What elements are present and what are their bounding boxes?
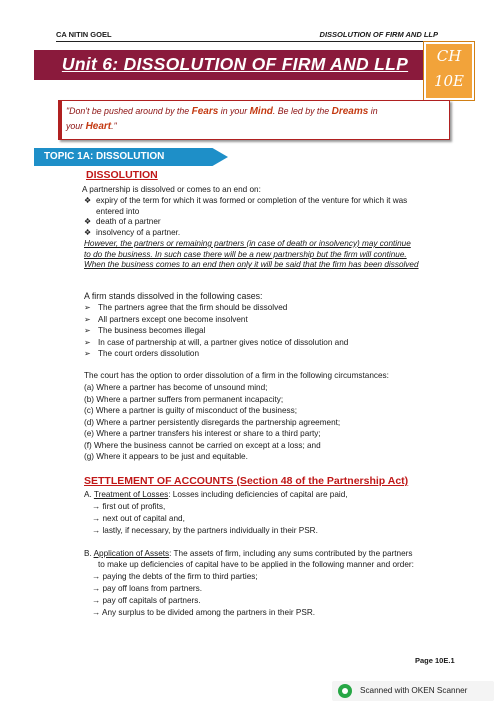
list-item: ❖ insolvency of a partner. <box>84 227 181 237</box>
chapter-badge <box>424 42 474 100</box>
arrow-bullet-icon: ➢ <box>84 326 91 335</box>
right-arrow-icon: → <box>92 596 101 605</box>
arrow-bullet-icon: ➢ <box>84 314 91 324</box>
right-arrow-icon: → <box>92 526 101 535</box>
settlement-b-continued: to make up deficiencies of capital have to be applied in the following manner and order: <box>98 560 414 569</box>
court-intro: The court has the option to order dissolution of a firm in the following circumstances: <box>84 371 389 380</box>
quote-text: "Don't be pushed around by the Fears in your Mind. Be led by the Dreams in your Heart." <box>66 106 378 132</box>
diamond-bullet-icon: ❖ <box>84 227 92 237</box>
list-item: ❖ death of a partner <box>84 217 161 226</box>
dissolution-intro: A partnership is dissolved or comes to an end on: <box>82 185 261 194</box>
chapter-badge-ch: CH <box>436 47 462 65</box>
firm-dissolved-intro: A firm stands dissolved in the following cases: <box>84 291 263 301</box>
list-item: → first out of profits, <box>92 502 166 511</box>
right-arrow-icon: → <box>92 572 101 581</box>
arrow-bullet-icon: ➢ <box>84 337 91 347</box>
settlement-b-list <box>92 572 462 620</box>
arrow-bullet-icon: ➢ <box>84 349 91 358</box>
quote-heart: Heart <box>85 121 112 132</box>
arrow-bullet-icon: ➢ <box>84 303 91 312</box>
right-arrow-icon: → <box>92 514 101 523</box>
list-item: → next out of capital and, <box>92 514 185 523</box>
quote-fears: Fears <box>191 106 219 117</box>
list-item: → paying the debts of the firm to third parties; <box>92 572 258 581</box>
list-item: (f) Where the business cannot be carried on except at a loss; and <box>84 440 321 450</box>
header-author: CA NITIN GOEL <box>56 30 112 39</box>
page-number: Page 10E.1 <box>415 656 455 665</box>
list-item: (b) Where a partner suffers from permanent incapacity; <box>84 394 284 404</box>
unit-title: Unit 6: DISSOLUTION OF FIRM AND LLP <box>61 54 409 74</box>
list-item: → lastly, if necessary, by the partners individually in their PSR. <box>92 526 318 535</box>
header-divider <box>56 41 452 42</box>
quote-mind: Mind <box>249 106 273 117</box>
treatment-of-losses-heading: Treatment of Losses <box>93 490 169 499</box>
firm-dissolved-list <box>84 303 464 361</box>
list-item: (g) Where it appears to be just and equitable. <box>84 452 248 461</box>
settlement-a-list <box>92 502 462 538</box>
settlement-b: B. Application of Assets: The assets of firm, including any sums contributed by the partners <box>84 549 413 558</box>
list-item: ➢ The court orders dissolution <box>84 349 200 358</box>
list-item: → Any surplus to be divided among the partners in their PSR. <box>92 608 316 617</box>
topic-title: TOPIC 1A: DISSOLUTION <box>44 151 165 162</box>
dissolution-note: However, the partners or remaining partners (in case of death or insolvency) may continue to do the business. In such case there will be a new partnership but the firm will continue. When the business comes to an end then only it will be said that the firm has been dissolved <box>84 239 419 269</box>
settlement-heading: SETTLEMENT OF ACCOUNTS (Section 48 of the Partnership Act) <box>84 475 409 487</box>
right-arrow-icon: → <box>92 608 101 617</box>
list-item: ➢ In case of partnership at will, a partner gives notice of dissolution and <box>84 337 349 347</box>
header-chapter-title: DISSOLUTION OF FIRM AND LLP <box>319 30 438 39</box>
right-arrow-icon: → <box>92 584 101 593</box>
list-item: → pay off capitals of partners. <box>92 596 201 605</box>
application-of-assets-heading: Application of Assets <box>93 549 170 558</box>
right-arrow-icon: → <box>92 502 101 511</box>
list-item: ➢ The business becomes illegal <box>84 326 206 335</box>
list-item: → pay off loans from partners. <box>92 584 202 593</box>
list-item: ➢ The partners agree that the firm should be dissolved <box>84 303 288 312</box>
scanner-text: Scanned with OKEN Scanner <box>360 686 468 695</box>
court-list <box>84 383 464 464</box>
quote-dreams: Dreams <box>331 106 369 117</box>
list-item-continuation: entered into <box>96 206 140 216</box>
scanner-logo-inner <box>342 688 348 694</box>
list-item: (a) Where a partner has become of unsound mind; <box>84 383 268 392</box>
diamond-bullet-icon: ❖ <box>84 196 92 205</box>
list-item: (e) Where a partner transfers his interest or share to a third party; <box>84 429 321 438</box>
dissolution-list <box>84 196 464 244</box>
chapter-badge-number: 10E <box>433 72 465 90</box>
list-item: (c) Where a partner is guilty of misconduct of the business; <box>84 406 297 415</box>
settlement-a: A. Treatment of Losses: Losses including deficiencies of capital are paid, <box>84 490 348 499</box>
list-item: (d) Where a partner persistently disregards the partnership agreement; <box>84 417 341 427</box>
list-item: ❖ expiry of the term for which it was formed or completion of the venture for which it was <box>84 196 408 205</box>
quote-accent-bar <box>58 100 62 140</box>
list-item: ➢ All partners except one become insolvent <box>84 314 248 324</box>
dissolution-heading: DISSOLUTION <box>86 169 158 181</box>
diamond-bullet-icon: ❖ <box>84 217 92 226</box>
